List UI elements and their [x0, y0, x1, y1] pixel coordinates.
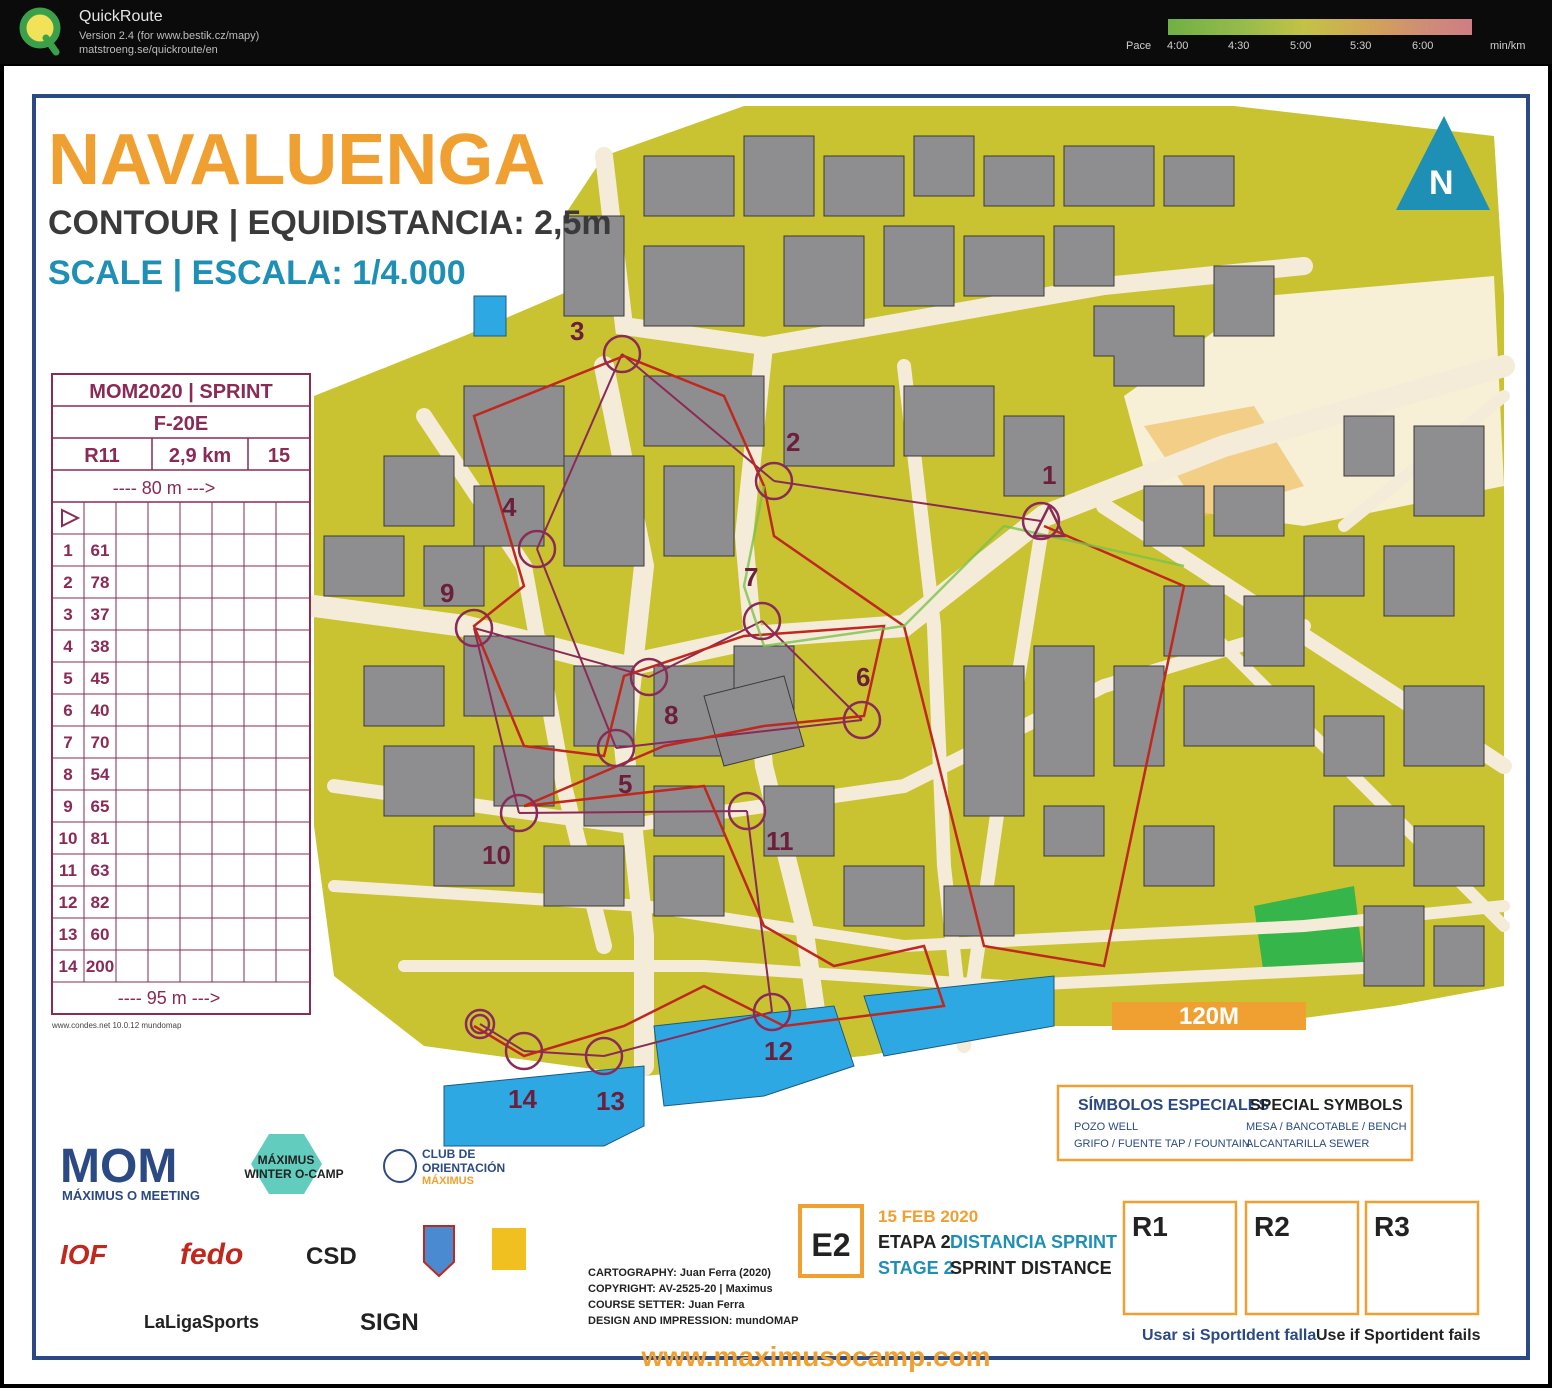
- card-row-code: 200: [85, 957, 115, 976]
- card-row-code: 81: [90, 829, 110, 848]
- card-row-number: 4: [63, 637, 73, 656]
- fedo-logo: fedo: [180, 1238, 244, 1271]
- control-number: 5: [618, 769, 633, 799]
- svg-text:CARTOGRAPHY: Juan Ferra (2020): CARTOGRAPHY: Juan Ferra (2020): [588, 1267, 771, 1279]
- special-symbols-title-en: SPECIAL SYMBOLS: [1250, 1097, 1403, 1114]
- control-number: 6: [856, 662, 871, 692]
- control-number: 12: [764, 1036, 793, 1066]
- svg-text:120M: 120M: [1178, 1003, 1240, 1030]
- card-row-code: 54: [90, 765, 110, 784]
- card-row-code: 82: [90, 893, 110, 912]
- map-scale: SCALE | ESCALA: 1/4.000: [48, 254, 466, 292]
- card-row-number: 14: [58, 957, 78, 976]
- app-title: QuickRoute: [79, 8, 163, 25]
- focyl-logo-icon: [492, 1228, 526, 1270]
- csd-logo: CSD: [306, 1243, 357, 1270]
- control-number: 13: [596, 1086, 625, 1116]
- card-controls: 15: [267, 445, 291, 467]
- card-row-code: 37: [90, 605, 110, 624]
- card-row-code: 60: [90, 925, 110, 944]
- symbol-item: POZO WELL: [1074, 1121, 1139, 1133]
- pace-tick: 5:30: [1350, 40, 1372, 52]
- control-description-card: [51, 374, 310, 1030]
- title-bar: [0, 0, 1552, 64]
- pace-unit: min/km: [1490, 40, 1526, 52]
- card-row-number: 3: [63, 605, 73, 624]
- control-number: 3: [570, 316, 585, 346]
- control-number: 4: [502, 492, 517, 522]
- svg-text:COURSE SETTER: Juan Ferra: COURSE SETTER: Juan Ferra: [588, 1299, 745, 1311]
- card-row-code: 65: [90, 797, 110, 816]
- card-start-line: ---- 80 m --->: [112, 478, 216, 498]
- pace-tick: 4:30: [1228, 40, 1250, 52]
- pace-tick: 5:00: [1290, 40, 1312, 52]
- stage-en-b: SPRINT DISTANCE: [950, 1258, 1112, 1278]
- card-row-code: 78: [90, 573, 110, 592]
- card-row-code: 38: [90, 637, 110, 656]
- svg-text:CLUB DE: CLUB DE: [422, 1147, 476, 1161]
- map-view[interactable]: [4, 66, 1548, 1384]
- map-title: NAVALUENGA: [48, 120, 546, 200]
- stage-es-a: ETAPA 2: [878, 1232, 951, 1252]
- card-row-code: 70: [90, 733, 110, 752]
- event-date: 15 FEB 2020: [878, 1207, 979, 1226]
- sportident-en: Use if Sportident fails: [1316, 1327, 1481, 1344]
- card-row-number: 13: [58, 925, 78, 944]
- card-footer: www.condes.net 10.0.12 mundomap: [52, 1021, 182, 1030]
- sign-logo: SIGN: [360, 1309, 419, 1336]
- stage-es-b: DISTANCIA SPRINT: [950, 1232, 1118, 1252]
- card-row-number: 8: [63, 765, 73, 784]
- r-box-label: R3: [1374, 1211, 1410, 1242]
- card-row-number: 2: [63, 573, 73, 592]
- card-row-number: 1: [63, 541, 73, 560]
- stage-en-a: STAGE 2: [878, 1258, 954, 1278]
- mom-logo: MOM: [60, 1140, 178, 1193]
- control-number: 9: [440, 578, 455, 608]
- card-row-number: 5: [63, 669, 73, 688]
- mom-logo-sub: MÁXIMUS O MEETING: [62, 1188, 200, 1203]
- symbol-item: ALCANTARILLA SEWER: [1246, 1138, 1370, 1150]
- symbol-item: MESA / BANCOTABLE / BENCH: [1246, 1121, 1407, 1133]
- sportident-es: Usar si SportIdent falla: [1142, 1327, 1317, 1344]
- control-number: 8: [664, 700, 679, 730]
- stage-badge: E2: [811, 1227, 851, 1263]
- card-length: 2,9 km: [168, 445, 232, 467]
- symbol-item: GRIFO / FUENTE TAP / FOUNTAIN: [1074, 1138, 1250, 1150]
- special-symbols-title-es: SÍMBOLOS ESPECIALES: [1078, 1097, 1270, 1114]
- svg-text:COPYRIGHT: AV-2525-20 | Maximu: COPYRIGHT: AV-2525-20 | Maximus: [588, 1283, 773, 1295]
- svg-text:N: N: [1429, 164, 1454, 202]
- r-box-label: R2: [1254, 1211, 1290, 1242]
- special-symbols-legend: [1058, 1086, 1412, 1160]
- map-contour: CONTOUR | EQUIDISTANCIA: 2,5m: [48, 204, 612, 242]
- card-row-number: 12: [58, 893, 78, 912]
- card-row-number: 9: [63, 797, 73, 816]
- card-finish-line: ---- 95 m --->: [117, 988, 221, 1008]
- svg-text:ORIENTACIÓN: ORIENTACIÓN: [422, 1161, 506, 1175]
- control-number: 14: [508, 1084, 537, 1114]
- card-row-code: 45: [90, 669, 110, 688]
- control-number: 11: [766, 826, 794, 856]
- card-row-number: 7: [63, 733, 73, 752]
- pace-label: Pace: [1126, 40, 1152, 52]
- card-row-number: 11: [59, 861, 77, 880]
- card-row-number: 6: [63, 701, 73, 720]
- control-number: 2: [786, 427, 801, 457]
- control-number: 7: [744, 562, 759, 592]
- pace-color-bar: [1168, 19, 1472, 35]
- iof-logo: IOF: [60, 1239, 107, 1270]
- card-category: F-20E: [153, 413, 209, 435]
- pace-tick: 6:00: [1412, 40, 1434, 52]
- card-header: MOM2020 | SPRINT: [89, 381, 273, 403]
- app-version: Version 2.4 (for www.bestik.cz/mapy): [79, 30, 260, 42]
- svg-text:WINTER O-CAMP: WINTER O-CAMP: [244, 1167, 344, 1181]
- card-row-code: 61: [90, 541, 110, 560]
- svg-text:MÁXIMUS: MÁXIMUS: [257, 1153, 315, 1167]
- quickroute-logo-icon: [18, 6, 62, 56]
- card-row-number: 10: [58, 829, 78, 848]
- r-box-label: R1: [1132, 1211, 1168, 1242]
- svg-text:DESIGN AND IMPRESSION: mundOMA: DESIGN AND IMPRESSION: mundOMAP: [588, 1315, 799, 1327]
- card-code: R11: [84, 445, 120, 467]
- pace-tick: 4:00: [1167, 40, 1189, 52]
- svg-text:MÁXIMUS: MÁXIMUS: [422, 1175, 474, 1187]
- scale-bar: [1112, 1002, 1306, 1030]
- card-row-code: 40: [90, 701, 110, 720]
- control-number: 10: [482, 840, 511, 870]
- card-row-code: 63: [90, 861, 110, 880]
- laliga-logo: LaLigaSports: [144, 1312, 260, 1332]
- control-number: 1: [1042, 460, 1057, 490]
- app-url: matstroeng.se/quickroute/en: [79, 44, 218, 56]
- orienteering-map[interactable]: [4, 66, 1548, 1384]
- website-url: www.maximusocamp.com: [641, 1341, 991, 1372]
